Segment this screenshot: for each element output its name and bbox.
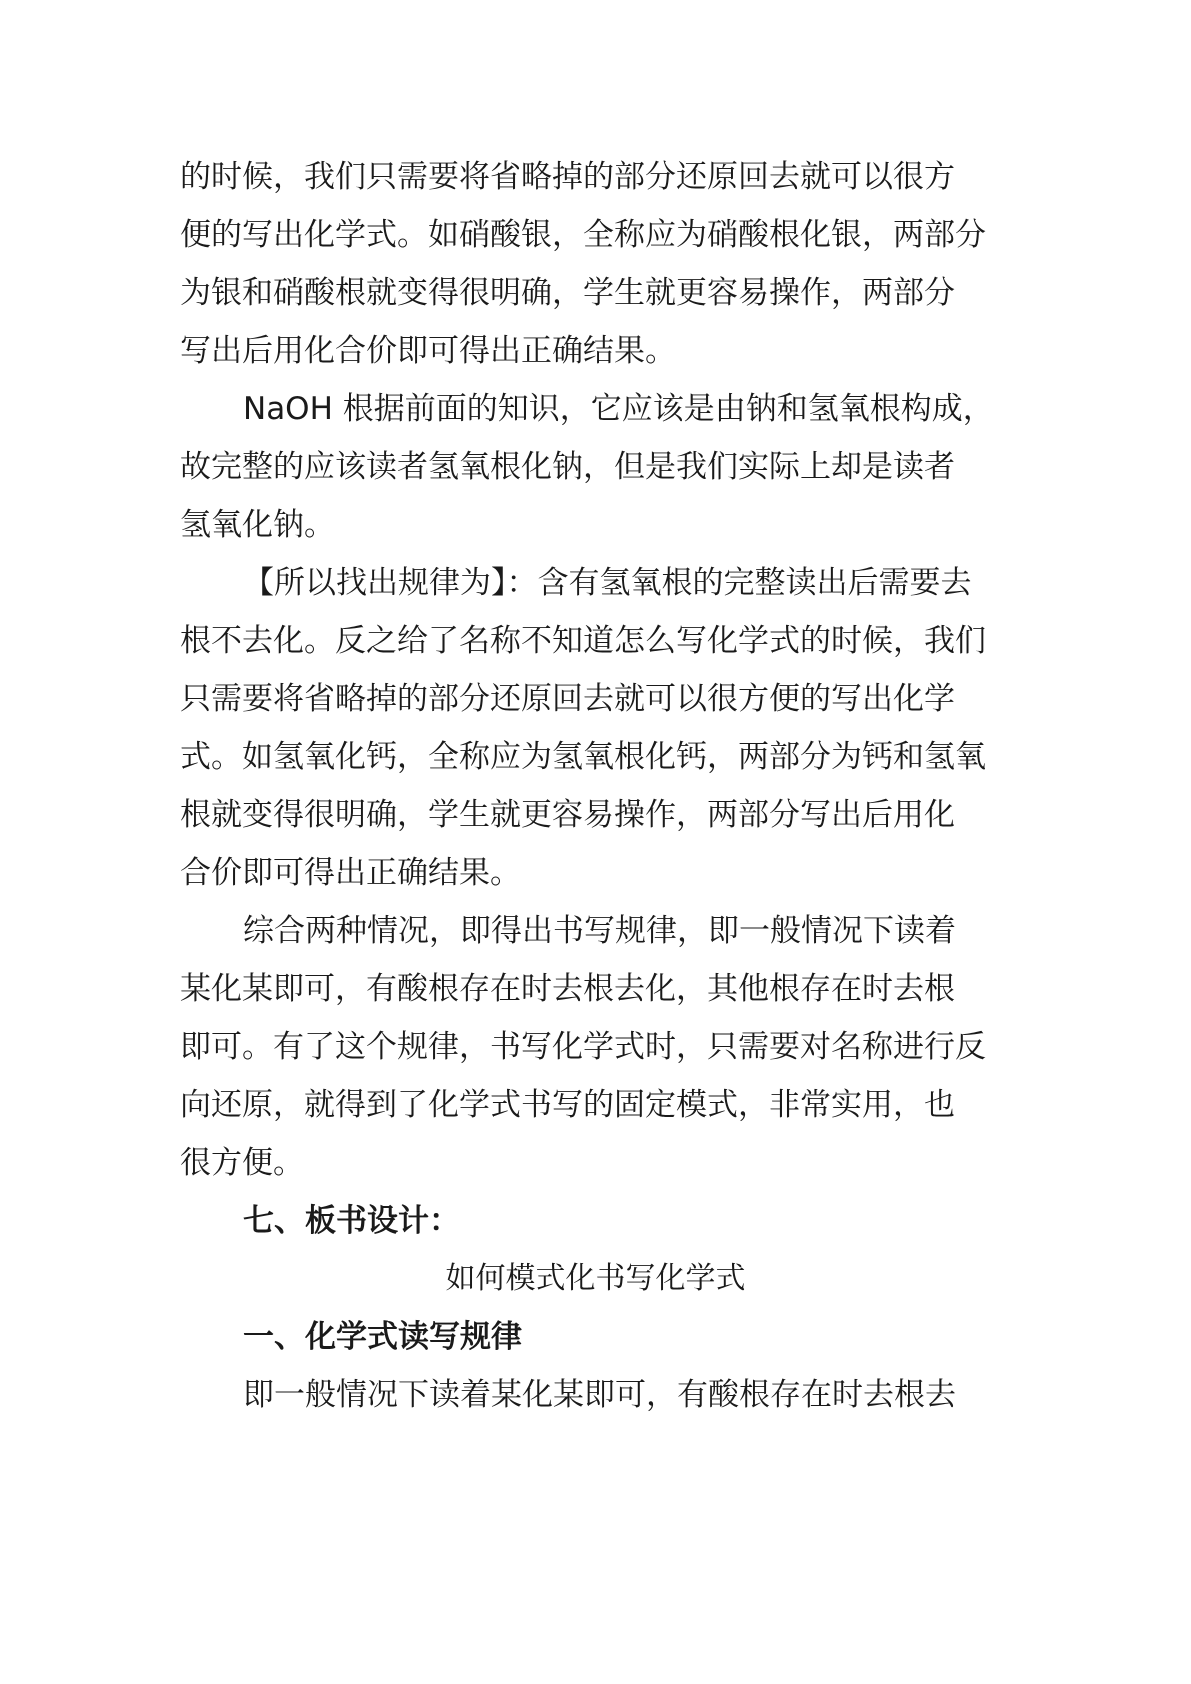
text-line: 某化某即可，有酸根存在时去根去化，其他根存在时去根 (180, 971, 955, 1007)
text-line: 即可。有了这个规律，书写化学式时，只需要对名称进行反 (180, 1029, 986, 1065)
text-line: 为银和硝酸根就变得很明确，学生就更容易操作，两部分 (180, 275, 955, 311)
text-line: 合价即可得出正确结果。 (180, 855, 521, 891)
text-line: NaOH 根据前面的知识，它应该是由钠和氢氧根构成， (243, 391, 994, 427)
text-line: 氢氧化钠。 (180, 507, 335, 543)
text-line: 向还原，就得到了化学式书写的固定模式，非常实用，也 (180, 1087, 955, 1123)
text-line: 故完整的应该读者氢氧根化钠，但是我们实际上却是读者 (180, 449, 955, 485)
text-line: 的时候，我们只需要将省略掉的部分还原回去就可以很方 (180, 159, 955, 195)
text-line: 写出后用化合价即可得出正确结果。 (180, 333, 676, 369)
text-line: 根就变得很明确，学生就更容易操作，两部分写出后用化 (180, 797, 955, 833)
text-line: 只需要将省略掉的部分还原回去就可以很方便的写出化学 (180, 681, 955, 717)
text-line: 【所以找出规律为】：含有氢氧根的完整读出后需要去 (243, 565, 972, 601)
text-line: 便的写出化学式。如硝酸银，全称应为硝酸根化银，两部分 (180, 217, 986, 253)
board-text-line: 即一般情况下读着某化某即可，有酸根存在时去根去 (243, 1377, 956, 1413)
text-line: 很方便。 (180, 1145, 304, 1181)
board-title: 如何模式化书写化学式 (445, 1261, 746, 1296)
board-subheading: 一、化学式读写规律 (243, 1319, 522, 1355)
text-line: 式。如氢氧化钙，全称应为氢氧根化钙，两部分为钙和氢氧 (180, 739, 986, 775)
text-line: 综合两种情况，即得出书写规律，即一般情况下读着 (243, 913, 956, 949)
text-line: 根不去化。反之给了名称不知道怎么写化学式的时候，我们 (180, 623, 986, 659)
section-heading: 七、板书设计： (243, 1203, 460, 1239)
